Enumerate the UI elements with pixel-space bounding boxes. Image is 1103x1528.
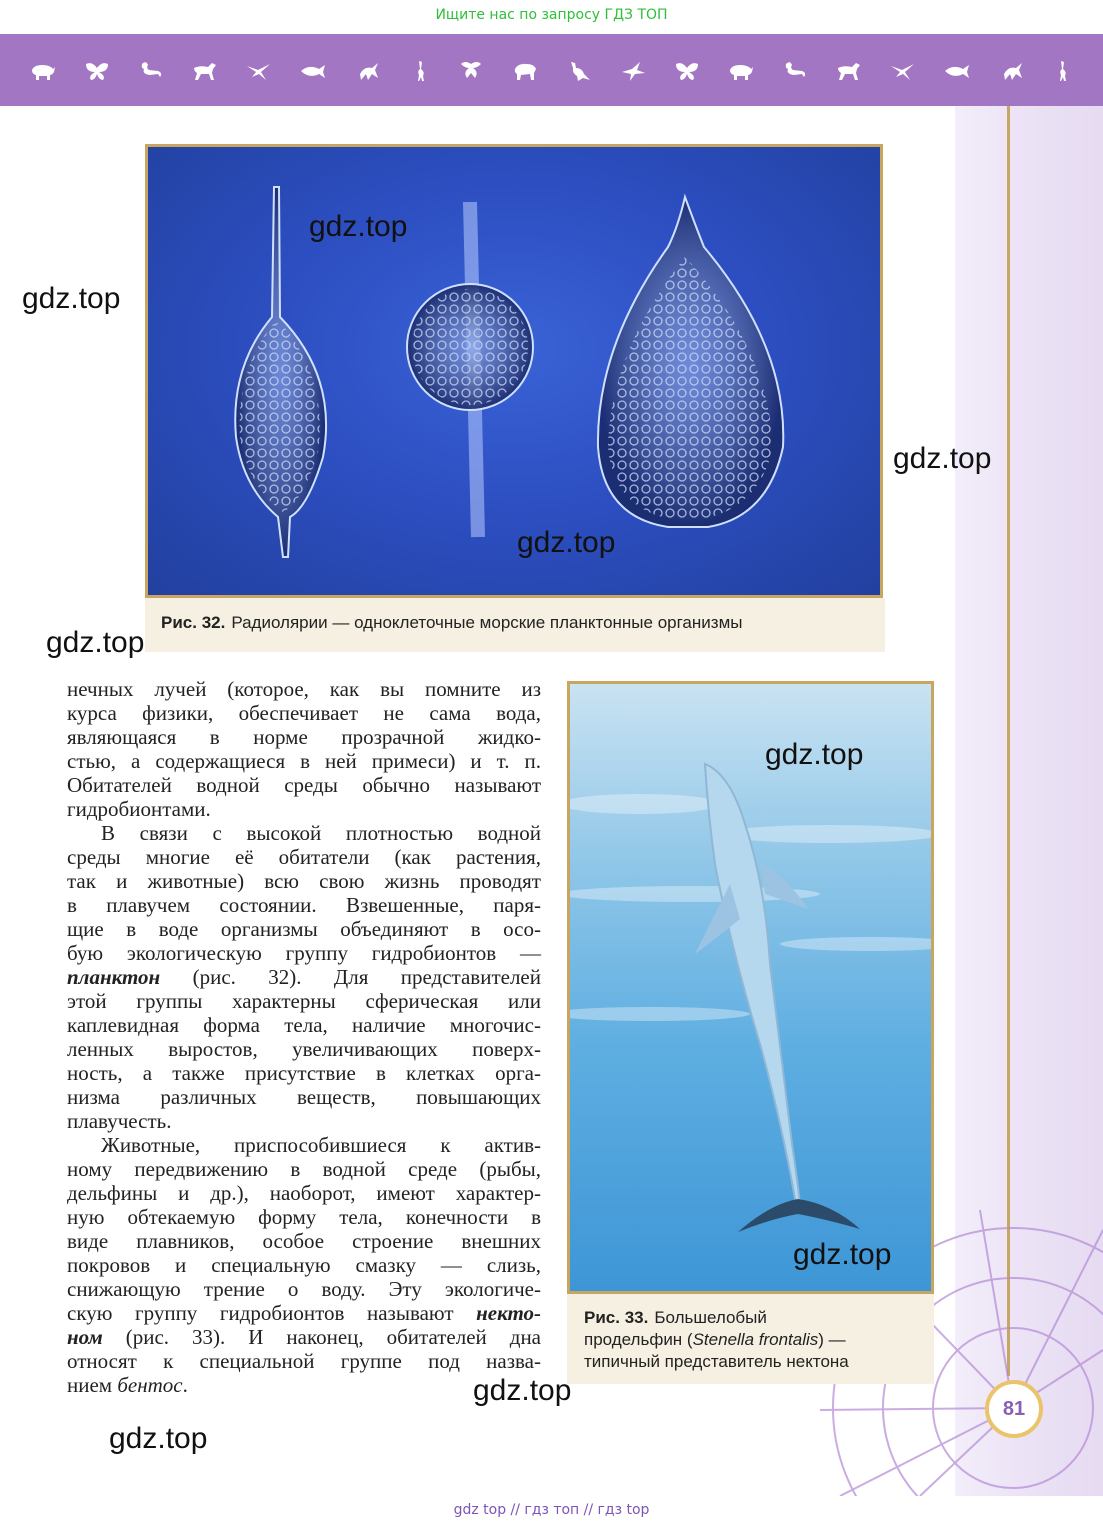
term-plankton: планктон (67, 965, 161, 989)
figure-33-species-name: Stenella frontalis (692, 1330, 819, 1349)
text-line: так и животные) всю свою жизнь проводят (67, 869, 541, 893)
text-line: относят к специальной группе под назва- (67, 1349, 541, 1373)
bison-icon (512, 60, 538, 82)
text-line: этой группы характерны сферическая или (67, 989, 541, 1013)
butterfly-icon (674, 60, 700, 82)
text-line: виде плавников, особое строение внешних (67, 1229, 541, 1253)
text-line: покровов и специальную смазку — слизь, (67, 1253, 541, 1277)
text-line: плавучесть. (67, 1109, 172, 1133)
text-line: В связи с высокой плотностью водной (101, 821, 541, 845)
text-line: среды многие её обитатели (как растения, (67, 845, 541, 869)
scorpion-icon (138, 60, 164, 82)
top-banner[interactable]: Ищите нас по запросу ГДЗ ТОП (435, 7, 668, 23)
bee-icon (458, 60, 484, 82)
text-line: являющаяся в норме прозрачной жидко- (67, 725, 541, 749)
watermark: gdz.top (765, 738, 864, 771)
watermark: gdz.top (893, 442, 992, 475)
footer-links[interactable]: gdz top // гдз топ // гдз top (453, 1502, 650, 1518)
term-nekton-b: ном (67, 1325, 103, 1349)
fish-icon (300, 60, 326, 82)
watermark: gdz.top (793, 1238, 892, 1271)
butterfly-icon (84, 60, 110, 82)
text-line-benthos (67, 1373, 541, 1397)
term-benthos: бентос (117, 1373, 183, 1397)
plankton-rest: (рис. 32). Для представителей (192, 965, 541, 989)
figure-33-label: Рис. 33. (584, 1308, 649, 1327)
watermark: gdz.top (22, 282, 121, 315)
body-text (67, 677, 541, 1397)
swallow-icon (620, 60, 646, 82)
figure-33-caption-line2-pre: продельфин ( (584, 1330, 693, 1349)
text-line-plankton (67, 965, 541, 989)
fish-icon (944, 60, 970, 82)
text-line: курса физики, обеспечивает не сама вода, (67, 701, 541, 725)
page-number: 81 (985, 1380, 1043, 1438)
nekton-rest: (рис. 33). И наконец, обитателей дна (125, 1325, 541, 1349)
bird-icon (890, 60, 916, 82)
rhino-icon (30, 60, 56, 82)
rhino-icon (728, 60, 754, 82)
watermark: gdz.top (517, 526, 616, 559)
watermark: gdz.top (109, 1422, 208, 1455)
text-line: ность, а также присутствие в клетках орга- (67, 1061, 541, 1085)
text-line: Животные, приспособившиеся к актив- (101, 1133, 541, 1157)
term-nekton-a: некто- (476, 1301, 541, 1325)
kangaroo-icon (566, 60, 592, 82)
watermark: gdz.top (46, 626, 145, 659)
watermark: gdz.top (473, 1374, 572, 1407)
text-line: гидробионтами. (67, 797, 211, 821)
text-line: нечных лучей (которое, как вы помните из (67, 677, 541, 701)
text-line: щие в воде организмы объединяют в осо- (67, 917, 541, 941)
text-line: бую экологическую группу гидробионтов — (67, 941, 541, 965)
text-line: ному передвижению в водной среде (рыбы, (67, 1157, 541, 1181)
text-line: снижающую трение о воду. Эту экологиче- (67, 1277, 541, 1301)
figure-33-caption-line2-post: ) — (818, 1330, 846, 1349)
watermark: gdz.top (309, 210, 408, 243)
nekton-lead: скую группу гидробионтов называют (67, 1301, 454, 1325)
text-line: дельфины и др.), наоборот, имеют характер- (67, 1181, 541, 1205)
animal-silhouette-band (0, 34, 1103, 106)
text-line: низма различных веществ, повышающих (67, 1085, 541, 1109)
text-line-nekton-b (67, 1325, 541, 1349)
heron-icon (408, 60, 434, 82)
figure-33-caption-line1: Большелобый (654, 1308, 767, 1327)
heron-icon (1050, 60, 1076, 82)
figure-32-radiolaria-photo (145, 144, 883, 598)
text-line: ленных выростов, увеличивающих поверх- (67, 1037, 541, 1061)
insect-icon (354, 60, 380, 82)
bird-icon (246, 60, 272, 82)
horse-icon (192, 60, 218, 82)
scorpion-icon (782, 60, 808, 82)
figure-33-caption-line3: типичный представитель нектона (584, 1352, 849, 1371)
benthos-end: . (182, 1373, 188, 1397)
insect-icon (998, 60, 1024, 82)
text-line-nekton-a (67, 1301, 541, 1325)
figure-33-dolphin-photo (567, 681, 934, 1294)
text-line: стью, а содержащиеся в ней примеси) и т. п. (67, 749, 541, 773)
text-line: в плавучем состоянии. Взвешенные, паря- (67, 893, 541, 917)
figure-32-caption-text: Радиолярии — одноклеточные морские планктонные организмы (231, 613, 743, 632)
text-line: каплевидная форма тела, наличие многочис- (67, 1013, 541, 1037)
figure-32-label: Рис. 32. (161, 613, 226, 632)
text-line: Обитателей водной среды обычно называют (67, 773, 541, 797)
horse-icon (836, 60, 862, 82)
benthos-lead: нием (67, 1373, 113, 1397)
text-line: ную обтекаемую форму тела, конечности в (67, 1205, 541, 1229)
figure-32-caption (145, 598, 885, 652)
figure-33-caption (567, 1294, 934, 1384)
